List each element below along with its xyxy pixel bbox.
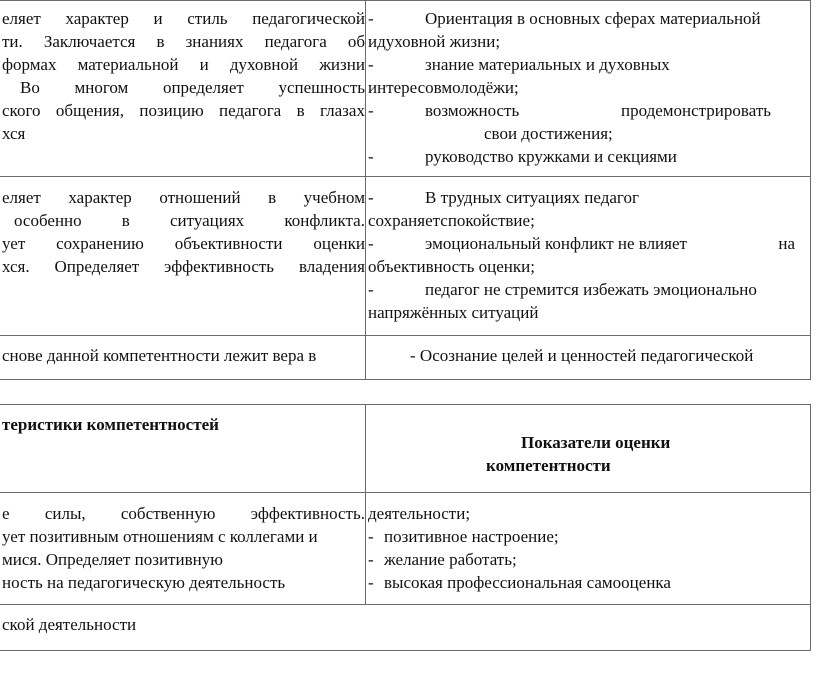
table1-border-right bbox=[810, 0, 811, 380]
table1-row2-left-line4: хся. Определяет эффективность владения bbox=[2, 257, 365, 276]
table1-row2-left-line2: особенно в ситуациях конфликта. bbox=[14, 211, 365, 230]
table2-column-divider bbox=[365, 404, 366, 605]
table1-row1-left-line2: ти. Заключается в знаниях педагога об bbox=[2, 32, 365, 51]
table1-row1-right-item5: возможность продемонстрировать bbox=[425, 101, 771, 120]
table2-row1-left-line1: е силы, собственную эффективность. bbox=[2, 504, 365, 523]
table1-row1-left-line6: хся bbox=[2, 124, 26, 143]
table1-row-divider-2 bbox=[0, 335, 811, 336]
table2-row1-right-line1: деятельности; bbox=[368, 504, 471, 523]
table1-row1-right-item3: знание материальных и духовных bbox=[425, 55, 670, 74]
table2-row1-left-line4: ность на педагогическую деятельность bbox=[2, 573, 286, 592]
table1-row2-right-line6: напряжённых ситуаций bbox=[368, 303, 539, 322]
table1-row1-right-dash5: - bbox=[368, 101, 374, 120]
table2-header-right-line1: Показатели оценки bbox=[521, 433, 671, 452]
table2-row1-right-dash3: - bbox=[368, 550, 374, 569]
table2-row-divider-1 bbox=[0, 492, 811, 493]
table1-row1-right-item1: Ориентация в основных сферах материальной bbox=[425, 9, 761, 28]
table2-row1-right-item3: желание работать; bbox=[384, 550, 517, 569]
table2-row1-right-dash4: - bbox=[368, 573, 374, 592]
table1-row2-right-item5: педагог не стремится избежать эмоционально bbox=[425, 280, 757, 299]
table2-row1-left-line3: мися. Определяет позитивную bbox=[2, 550, 223, 569]
table2-header-right-line2: компетентности bbox=[486, 456, 611, 475]
table2-row-divider-2 bbox=[0, 604, 811, 605]
table1-row3-left: снове данной компетентности лежит вера в bbox=[2, 346, 317, 365]
table2-row1-left-line2: ует позитивным отношениям с коллегами и bbox=[2, 527, 318, 546]
table2-row2-left: ской деятельности bbox=[2, 615, 137, 634]
table1-row3-right: - Осознание целей и ценностей педагогической bbox=[410, 346, 754, 365]
table2-border-right bbox=[810, 404, 811, 651]
table1-row1-right-dash7: - bbox=[368, 147, 374, 166]
table2-row1-right-item4: высокая профессиональная самооценка bbox=[384, 573, 671, 592]
table1-row1-right-dash3: - bbox=[368, 55, 374, 74]
table1-row1-left-line4: Во многом определяет успешность bbox=[20, 78, 365, 97]
table1-row2-right-dash1: - bbox=[368, 188, 374, 207]
table1-border-top bbox=[0, 0, 811, 1]
table1-row2-right-dash3: - bbox=[368, 234, 374, 253]
table1-row-divider-1 bbox=[0, 176, 811, 177]
table1-row2-left-line3: ует сохранению объективности оценки bbox=[2, 234, 365, 253]
table1-row2-left-line1: еляет характер отношений в учебном bbox=[2, 188, 365, 207]
table2-header-left: теристики компетентностей bbox=[2, 415, 219, 434]
table1-row2-right-item1: В трудных ситуациях педагог bbox=[425, 188, 639, 207]
table1-row1-left-line1: еляет характер и стиль педагогической bbox=[2, 9, 365, 28]
table1-row1-left-line5: ского общения, позицию педагога в глазах bbox=[2, 101, 365, 120]
table2-row1-right-item2: позитивное настроение; bbox=[384, 527, 559, 546]
table2-border-top bbox=[0, 404, 811, 405]
table1-row1-right-item6: свои достижения; bbox=[484, 124, 613, 143]
table1-row1-right-dash1: - bbox=[368, 9, 374, 28]
table1-row1-right-item7: руководство кружками и секциями bbox=[425, 147, 677, 166]
table2-row1-right-dash2: - bbox=[368, 527, 374, 546]
table1-row2-right-item3: эмоциональный конфликт не влияет на bbox=[425, 234, 795, 253]
table1-row2-right-line2: сохраняетспокойствие; bbox=[368, 211, 535, 230]
table1-row1-right-line2: идуховной жизни; bbox=[368, 32, 501, 51]
table1-row1-right-line4: интересовмолодёжи; bbox=[368, 78, 519, 97]
table1-column-divider bbox=[365, 0, 366, 380]
table2-border-bottom bbox=[0, 650, 811, 651]
table1-border-bottom bbox=[0, 379, 811, 380]
table1-row1-left-line3: формах материальной и духовной жизни bbox=[2, 55, 365, 74]
table1-row2-right-dash5: - bbox=[368, 280, 374, 299]
table1-row2-right-line4: объективность оценки; bbox=[368, 257, 535, 276]
